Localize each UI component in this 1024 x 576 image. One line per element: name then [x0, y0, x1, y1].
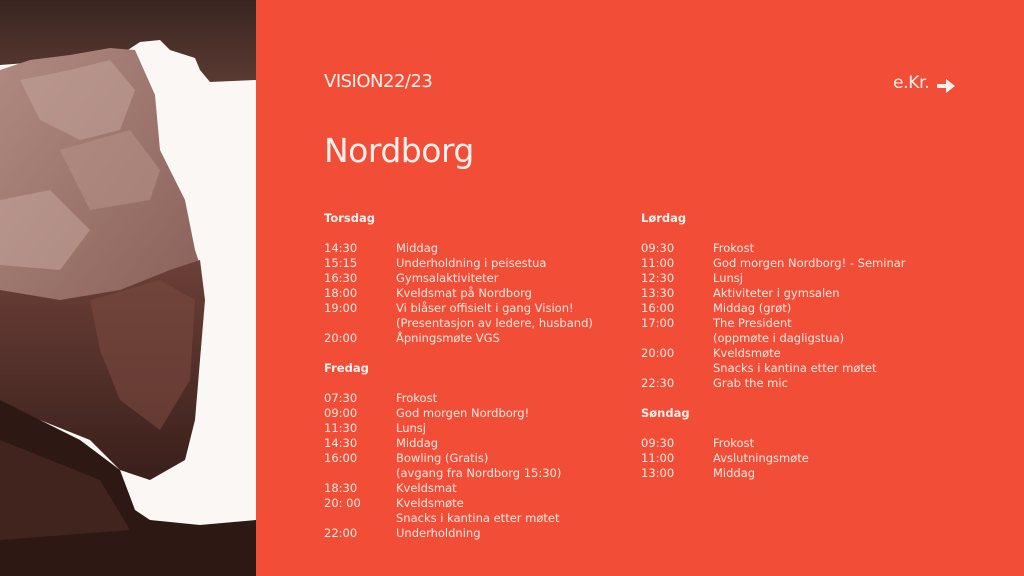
schedule-row: [324, 481, 624, 496]
schedule-column-right: [641, 211, 941, 496]
event-time: 16:00: [324, 451, 358, 465]
event-description: [713, 376, 788, 391]
hero-photo: [0, 0, 256, 576]
event-description: [396, 331, 500, 346]
event-time: 16:30: [324, 271, 358, 285]
day-heading: Fredag: [324, 361, 369, 375]
event-description: [713, 256, 906, 271]
brand-logo: VISION22/23: [324, 71, 433, 92]
event-time: 11:30: [324, 421, 358, 435]
event-line: Middag: [396, 436, 439, 450]
event-time: 19:00: [324, 301, 358, 315]
event-description: [396, 391, 437, 406]
event-description: [713, 241, 754, 256]
schedule-row: [324, 391, 624, 406]
event-line: Kveldsmøte: [713, 346, 781, 360]
event-description: [396, 496, 560, 526]
event-time: 11:00: [641, 256, 675, 270]
event-line: Middag (grøt): [713, 301, 792, 315]
event-time: 18:30: [324, 481, 358, 495]
event-description: [713, 271, 743, 286]
event-time: 15:15: [324, 256, 358, 270]
event-line: Gymsalaktiviteter: [396, 271, 499, 285]
schedule-row: [641, 241, 941, 256]
event-time: 09:30: [641, 436, 675, 450]
event-time: 09:00: [324, 406, 358, 420]
event-description: [713, 436, 754, 451]
schedule-row: [641, 376, 941, 391]
schedule-row: [641, 316, 941, 346]
event-description: [396, 286, 532, 301]
event-time: 13:00: [641, 466, 675, 480]
event-line: Bowling (Gratis): [396, 451, 489, 465]
schedule-row: [324, 301, 624, 331]
event-description: [396, 481, 457, 496]
day-section: [641, 211, 941, 391]
event-description: [396, 271, 498, 286]
event-line: Frokost: [713, 241, 755, 255]
event-line: Frokost: [396, 391, 438, 405]
event-time: 12:30: [641, 271, 675, 285]
schedule-row: [641, 256, 941, 271]
next-page-link[interactable]: [893, 73, 955, 93]
schedule-row: [324, 406, 624, 421]
event-line: Lunsj: [713, 271, 743, 285]
event-line: Kveldsmat på Nordborg: [396, 286, 532, 300]
event-description: [713, 316, 844, 346]
event-line: Underholdning: [396, 526, 481, 540]
schedule-row: [324, 271, 624, 286]
event-line: Middag: [396, 241, 439, 255]
event-time: 14:30: [324, 241, 358, 255]
event-description: [396, 241, 438, 256]
event-time: 18:00: [324, 286, 358, 300]
schedule-row: [641, 271, 941, 286]
event-time: 22:00: [324, 526, 358, 540]
rock-cave-image: [0, 0, 256, 576]
schedule-row: [641, 466, 941, 481]
nav-label: e.Kr.: [893, 73, 930, 93]
event-time: 17:00: [641, 316, 675, 330]
event-line: Snacks i kantina etter møtet: [396, 511, 560, 525]
event-description: [396, 406, 529, 421]
event-line: God morgen Nordborg!: [396, 406, 530, 420]
event-line: Aktiviteter i gymsalen: [713, 286, 840, 300]
event-line: Vi blåser offisielt i gang Vision!: [396, 301, 574, 315]
event-description: [713, 466, 755, 481]
event-description: [713, 286, 840, 301]
schedule-row: [324, 241, 624, 256]
event-time: 13:30: [641, 286, 675, 300]
day-section: [641, 406, 941, 481]
schedule-row: [324, 496, 624, 526]
event-time: 16:00: [641, 301, 675, 315]
schedule-row: [641, 451, 941, 466]
arrow-right-icon: [937, 79, 955, 93]
event-line: (Presentasjon av ledere, husband): [396, 316, 593, 330]
page-title: Nordborg: [324, 131, 474, 170]
day-heading: Torsdag: [324, 211, 375, 225]
event-line: Snacks i kantina etter møtet: [713, 361, 877, 375]
event-line: Avslutningsmøte: [713, 451, 809, 465]
event-line: Kveldsmøte: [396, 496, 464, 510]
event-line: Middag: [713, 466, 756, 480]
event-line: Kveldsmat: [396, 481, 457, 495]
event-time: 20:00: [641, 346, 675, 360]
event-line: God morgen Nordborg! - Seminar: [713, 256, 906, 270]
event-description: [396, 451, 561, 481]
schedule-row: [641, 346, 941, 376]
event-description: [396, 436, 438, 451]
event-time: 14:30: [324, 436, 358, 450]
event-line: Åpningsmøte VGS: [396, 331, 500, 345]
event-line: Grab the mic: [713, 376, 788, 390]
event-description: [713, 301, 791, 316]
schedule-row: [641, 301, 941, 316]
event-description: [396, 421, 426, 436]
event-line: (oppmøte i dagligstua): [713, 331, 845, 345]
event-time: 20: 00: [324, 496, 361, 510]
day-section: [324, 361, 624, 541]
event-description: [396, 301, 593, 331]
schedule-row: [324, 451, 624, 481]
schedule-row: [324, 436, 624, 451]
day-section: [324, 211, 624, 346]
event-time: 22:30: [641, 376, 675, 390]
event-line: Lunsj: [396, 421, 426, 435]
schedule-column-left: [324, 211, 624, 556]
event-line: The President: [713, 316, 792, 330]
event-time: 07:30: [324, 391, 358, 405]
schedule-row: [324, 331, 624, 346]
day-heading: Lørdag: [641, 211, 687, 225]
event-time: 11:00: [641, 451, 675, 465]
event-description: [713, 346, 877, 376]
schedule-row: [324, 256, 624, 271]
event-time: 20:00: [324, 331, 358, 345]
schedule-row: [641, 286, 941, 301]
event-description: [713, 451, 809, 466]
day-heading: Søndag: [641, 406, 690, 420]
event-line: (avgang fra Nordborg 15:30): [396, 466, 562, 480]
event-description: [396, 256, 546, 271]
schedule-row: [324, 286, 624, 301]
event-line: Underholdning i peisestua: [396, 256, 547, 270]
schedule-row: [641, 436, 941, 451]
event-time: 09:30: [641, 241, 675, 255]
schedule-row: [324, 421, 624, 436]
event-description: [396, 526, 481, 541]
schedule-row: [324, 526, 624, 541]
event-line: Frokost: [713, 436, 755, 450]
